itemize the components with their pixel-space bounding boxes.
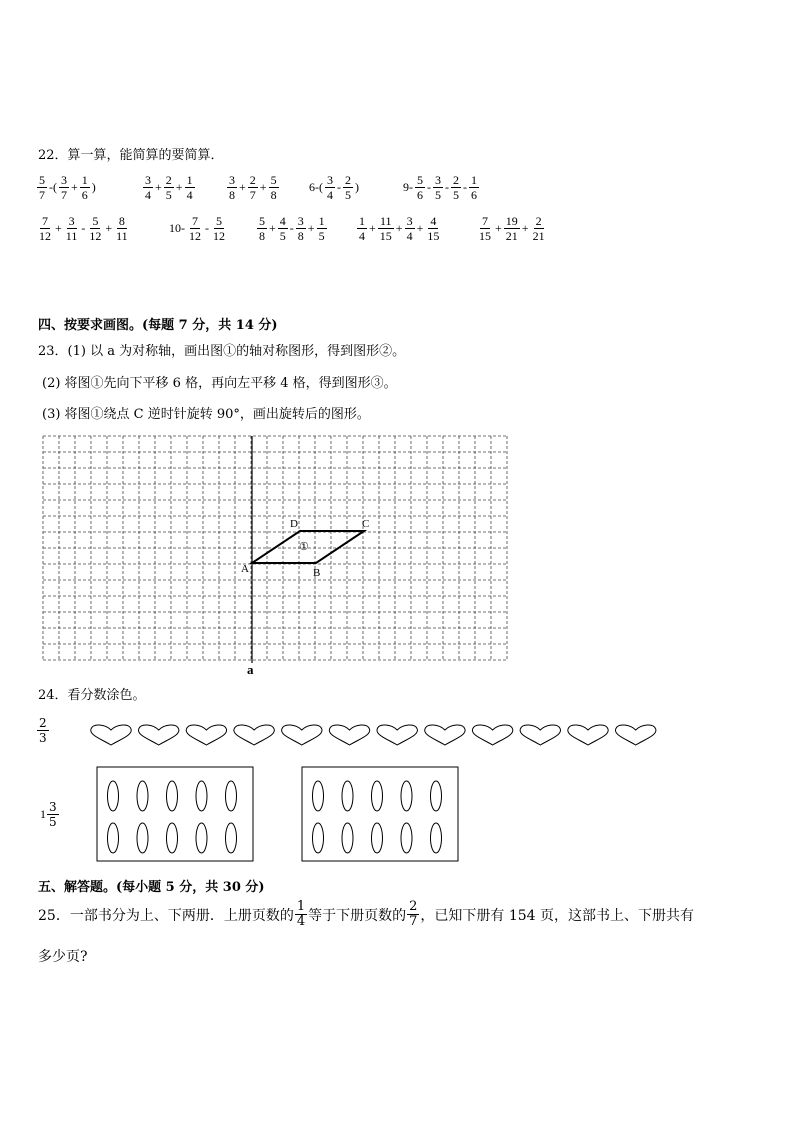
oval-shape[interactable] [196, 781, 207, 811]
heart-shape[interactable] [282, 725, 322, 745]
fraction-denominator: 8 [297, 229, 304, 243]
operator: -( [49, 180, 57, 194]
oval-shape[interactable] [372, 823, 383, 853]
fraction-numerator: 3 [229, 173, 235, 187]
operator: - [337, 180, 341, 194]
q23-line2: (2) 将图①先向下平移 6 格，再向左平移 4 格，得到图形③。 [42, 376, 397, 391]
heart-shape[interactable] [234, 725, 274, 745]
fraction-numerator: 3 [435, 173, 441, 187]
fraction-denominator: 21 [505, 229, 518, 243]
fraction-denominator: 11 [65, 229, 78, 243]
fraction-denominator: 6 [417, 188, 423, 202]
fraction-numerator: 7 [42, 214, 48, 228]
operator: - [427, 180, 431, 194]
oval-shape[interactable] [431, 781, 442, 811]
fraction-numerator: 1 [296, 899, 306, 914]
fraction-denominator: 8 [259, 229, 265, 243]
heart-shape[interactable] [520, 725, 560, 745]
operator: - [289, 221, 294, 235]
fraction-numerator: 11 [380, 214, 392, 228]
fraction-denominator: 4 [359, 229, 365, 243]
fraction-denominator: 5 [453, 188, 459, 202]
fraction-numerator: 1 [81, 173, 88, 187]
fraction-numerator: 5 [259, 214, 265, 228]
fraction-denominator: 21 [532, 229, 545, 243]
fraction-denominator: 5 [435, 188, 441, 202]
operator: + [495, 221, 502, 235]
oval-shape[interactable] [372, 781, 383, 811]
fraction-numerator: 2 [453, 173, 459, 187]
fraction-denominator: 6 [81, 188, 88, 202]
fraction-numerator: 3 [49, 800, 57, 814]
oval-shape[interactable] [401, 781, 412, 811]
q25-line2: 多少页? [38, 949, 88, 965]
fraction-denominator: 5 [279, 229, 286, 243]
operator: - [205, 221, 209, 235]
fraction-numerator: 19 [505, 214, 518, 228]
heart-shape[interactable] [186, 725, 226, 745]
label-D: D [290, 518, 298, 530]
fraction-numerator: 1 [186, 173, 193, 187]
operator: + [307, 221, 315, 235]
oval-shape[interactable] [196, 823, 207, 853]
heart-shape[interactable] [138, 725, 178, 745]
oval-shape[interactable] [431, 823, 442, 853]
operator: + [416, 221, 424, 235]
fraction-numerator: 3 [327, 173, 333, 187]
fraction-denominator: 15 [379, 229, 392, 243]
q22-title: 22．算一算，能简算的要简算． [38, 148, 224, 163]
fraction-numerator: 3 [406, 214, 413, 228]
oval-shape[interactable] [401, 823, 412, 853]
operator: + [55, 221, 62, 235]
operator: + [521, 221, 529, 235]
operator: ) [355, 180, 359, 194]
fraction-denominator: 7 [249, 188, 256, 202]
fraction-numerator: 5 [39, 173, 45, 187]
fraction-denominator: 12 [213, 229, 225, 243]
hearts-row [0, 715, 794, 755]
section-5-title: 五、解答题。(每小题 5 分，共 30 分) [38, 880, 265, 895]
fraction-denominator: 12 [89, 229, 102, 243]
fraction-numerator: 2 [535, 214, 542, 228]
operator: + [71, 180, 78, 194]
oval-shape[interactable] [137, 823, 148, 853]
fraction-denominator: 4 [406, 229, 413, 243]
operator: - [463, 180, 467, 194]
oval-shape[interactable] [137, 781, 148, 811]
shape-number-label: ① [299, 541, 309, 553]
label-A: A [241, 563, 249, 575]
fraction-numerator: 2 [249, 173, 256, 187]
oval-shape[interactable] [313, 781, 324, 811]
oval-shape[interactable] [108, 823, 119, 853]
fraction-numerator: 3 [145, 173, 151, 187]
fraction-numerator: 3 [297, 214, 304, 228]
mixed-whole: 1 [40, 807, 46, 821]
fraction-denominator: 4 [296, 914, 306, 929]
q25-part1: 25．一部书分为上、下两册．上册页数的 [38, 907, 294, 924]
fraction-denominator: 4 [145, 188, 151, 202]
fraction-numerator: 2 [345, 173, 351, 187]
label-C: C [362, 518, 370, 530]
fraction-denominator: 5 [49, 815, 57, 829]
fraction-denominator: 12 [39, 229, 51, 243]
oval-shape[interactable] [313, 823, 324, 853]
fraction-denominator: 7 [39, 188, 45, 202]
fraction-numerator: 3 [61, 173, 67, 187]
heart-shape[interactable] [329, 725, 369, 745]
fraction-denominator: 8 [229, 188, 235, 202]
operator: ) [91, 180, 96, 194]
fraction-denominator: 6 [471, 188, 477, 202]
fraction-denominator: 15 [479, 229, 491, 243]
fraction-denominator: 8 [270, 188, 277, 202]
oval-shape[interactable] [167, 823, 178, 853]
fraction-numerator: 5 [270, 173, 277, 187]
fraction-denominator: 4 [327, 188, 333, 202]
fraction-numerator: 1 [359, 214, 365, 228]
q25-line1 [38, 900, 694, 929]
q23-line3: (3) 将图①绕点 C 逆时针旋转 90°，画出旋转后的图形。 [42, 407, 370, 422]
operator: + [395, 221, 403, 235]
fraction-denominator: 15 [427, 229, 440, 243]
fraction-numerator: 1 [471, 173, 477, 187]
oval-shape[interactable] [226, 823, 237, 853]
fraction-numerator: 2 [165, 173, 172, 187]
fraction-denominator: 5 [318, 229, 325, 243]
section-4-title: 四、按要求画图。(每题 7 分，共 14 分) [38, 318, 278, 333]
operator: + [155, 180, 162, 194]
fraction-numerator: 5 [216, 214, 222, 228]
fraction-denominator: 4 [186, 188, 193, 202]
heart-shape[interactable] [91, 725, 131, 745]
fraction-numerator: 7 [192, 214, 198, 228]
oval-shape[interactable] [226, 781, 237, 811]
oval-shape[interactable] [108, 781, 119, 811]
fraction-denominator: 11 [116, 229, 128, 243]
q25-part3: ，已知下册有 154 页，这部书上、下册共有 [420, 907, 695, 924]
operator: 9- [403, 180, 413, 194]
fraction-numerator: 3 [68, 214, 75, 228]
fraction-numerator: 8 [118, 214, 125, 228]
fraction-numerator: 7 [482, 214, 488, 228]
operator: + [369, 221, 376, 235]
fraction-numerator: 1 [318, 214, 325, 228]
fraction-denominator: 12 [189, 229, 201, 243]
operator: + [105, 221, 113, 235]
label-B: B [313, 567, 321, 579]
axis-label-a: a [247, 662, 254, 677]
operator: + [269, 221, 276, 235]
fraction-denominator: 7 [61, 188, 67, 202]
fraction-denominator: 7 [409, 914, 418, 929]
fraction-numerator: 2 [409, 899, 418, 914]
heart-shape[interactable] [472, 725, 512, 745]
operator: - [81, 221, 86, 235]
fraction-numerator: 4 [430, 214, 437, 228]
fraction-numerator: 4 [279, 214, 286, 228]
fraction-denominator: 5 [345, 188, 351, 202]
oval-boxes [0, 760, 794, 870]
fraction-denominator: 5 [165, 188, 172, 202]
q25-part2: 等于下册页数的 [308, 907, 407, 924]
fraction-numerator: 2 [39, 716, 47, 730]
heart-shape[interactable] [425, 725, 465, 745]
operator: - [445, 180, 449, 194]
operator: 6-( [309, 180, 323, 194]
fraction-numerator: 5 [417, 173, 423, 187]
q23-line1: 23．(1) 以 a 为对称轴，画出图①的轴对称图形，得到图形②。 [38, 344, 406, 359]
oval-shape[interactable] [342, 823, 353, 853]
operator: + [175, 180, 183, 194]
oval-shape[interactable] [342, 781, 353, 811]
oval-shape[interactable] [167, 781, 178, 811]
q24-title: 24．看分数涂色。 [38, 688, 146, 703]
heart-shape[interactable] [615, 725, 655, 745]
fraction-denominator: 3 [39, 731, 47, 745]
heart-shape[interactable] [568, 725, 608, 745]
operator: 10- [169, 221, 185, 235]
fraction-numerator: 5 [92, 214, 99, 228]
operator: + [259, 180, 267, 194]
heart-shape[interactable] [377, 725, 417, 745]
operator: + [239, 180, 246, 194]
